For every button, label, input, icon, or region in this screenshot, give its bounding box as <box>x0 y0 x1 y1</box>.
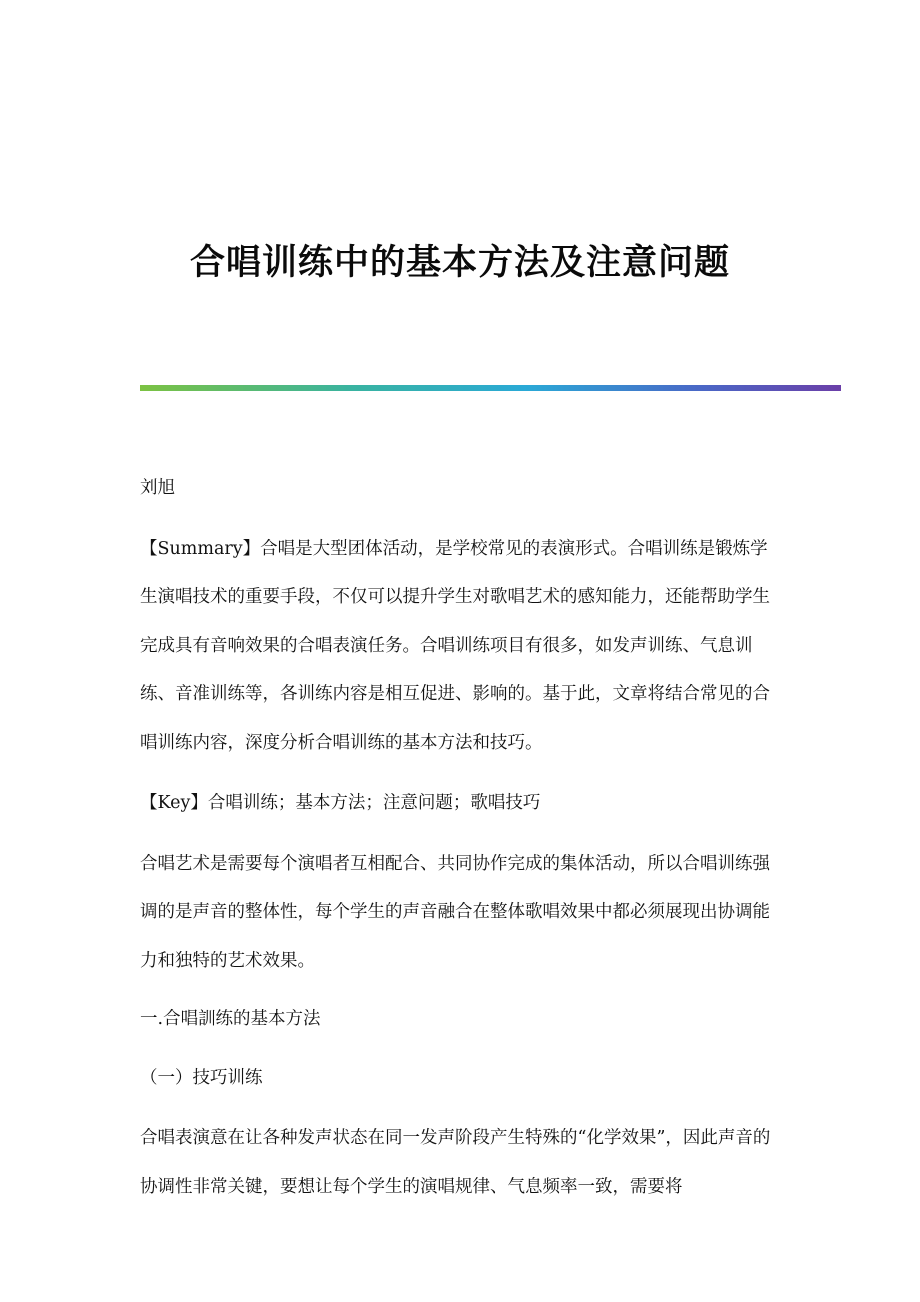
document-title: 合唱训练中的基本方法及注意问题 <box>189 243 730 284</box>
keywords-paragraph: 【Key】合唱训练；基本方法；注意问题；歌唱技巧 <box>140 793 541 813</box>
subsection-heading: （一）技巧训练 <box>140 1067 263 1088</box>
body-paragraph: 合唱表演意在让各种发声状态在同一发声阶段产生特殊的“化学效果”，因此声音的协调性非常关键，要想让每个学生的演唱规律、气息频率一致，需要将 <box>140 1128 771 1197</box>
intro-paragraph: 合唱艺术是需要每个演唱者互相配合、共同协作完成的集体活动，所以合唱训练强调的是声音的整体性，每个学生的声音融合在整体歌唱效果中都必须展现出协调能力和独特的艺术效果。 <box>140 853 770 971</box>
section-heading: 一.合唱訓练的基本方法 <box>140 1009 321 1029</box>
document-body <box>140 464 780 1211</box>
summary-paragraph: 【Summary】合唱是大型团体活动，是学校常见的表演形式。合唱训练是锻炼学生演唱技术的重要手段，不仅可以提升学生对歌唱艺术的感知能力，还能帮助学生完成具有音响效果的合唱表演任务。合唱训练项目有很多，如发声训练、气息训练、音准训练等，各训练内容是相互促进、影响的。基于此，文章将结合常见的合唱训练内容，深度分析合唱训练的基本方法和技巧。 <box>140 538 770 753</box>
title-divider <box>140 385 841 391</box>
author: 刘旭 <box>140 478 175 498</box>
